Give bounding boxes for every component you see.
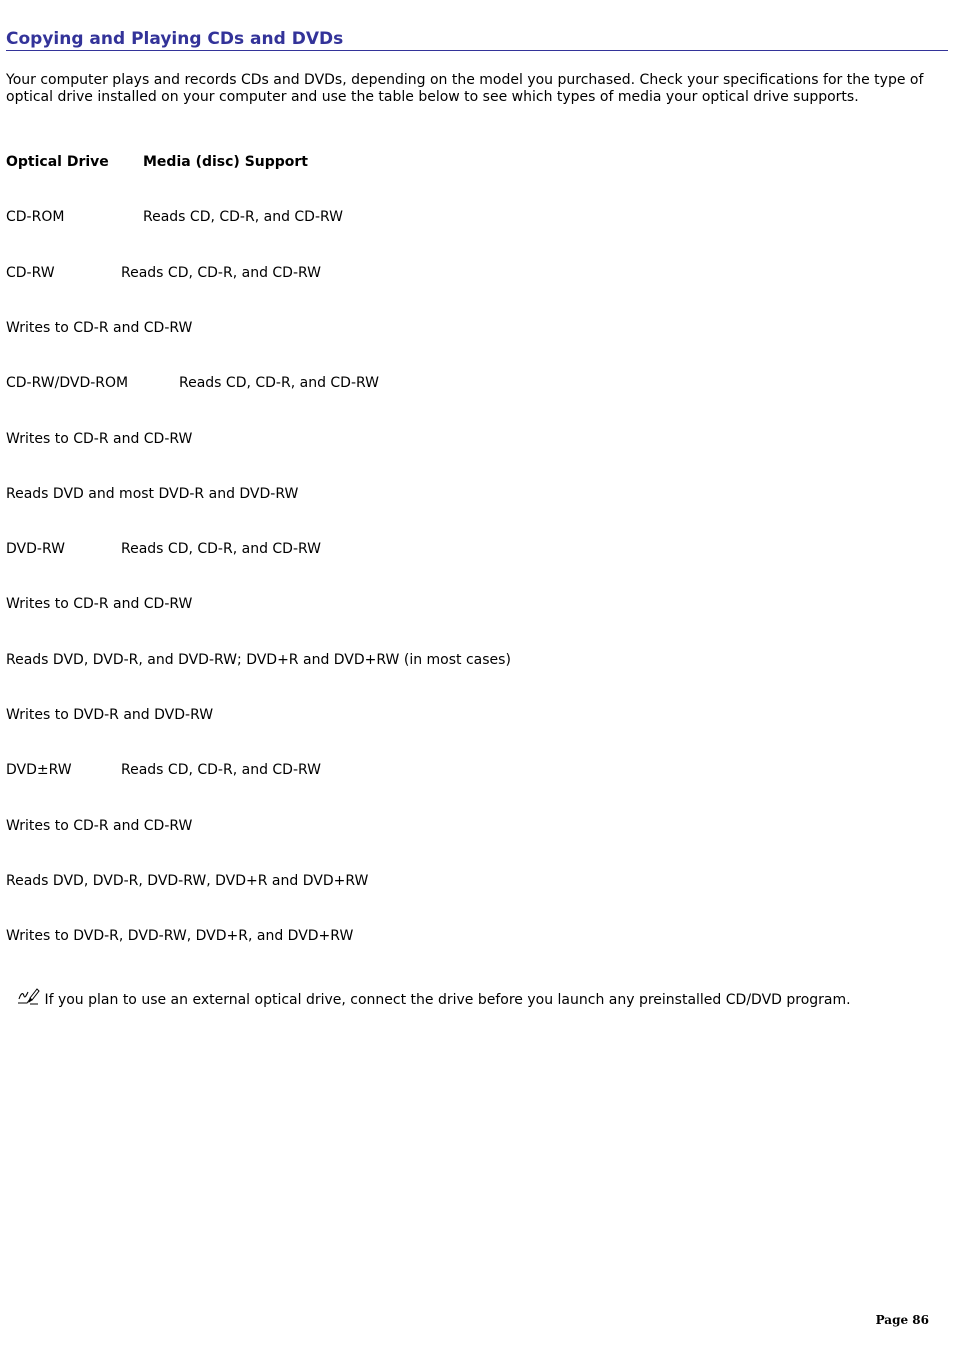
support-cell: Reads DVD, DVD-R, DVD-RW, DVD+R and DVD+RW — [6, 873, 369, 889]
note-text: If you plan to use an external optical drive, connect the drive before you launch any preinstalled CD/DVD program. — [44, 992, 851, 1008]
drive-cell: CD-RW/DVD-ROM — [6, 375, 129, 391]
table-line — [6, 541, 321, 558]
table-line — [6, 596, 192, 613]
page-title: Copying and Playing CDs and DVDs — [6, 29, 948, 51]
support-cell: Writes to CD-R and CD-RW — [6, 596, 193, 612]
drive-cell: CD-ROM — [6, 209, 65, 225]
header-optical-drive: Optical Drive — [6, 154, 109, 170]
table-line — [6, 928, 353, 945]
support-cell: Reads CD, CD-R, and CD-RW — [121, 762, 322, 778]
support-cell: Reads CD, CD-R, and CD-RW — [121, 541, 322, 557]
intro-paragraph: Your computer plays and records CDs and DVDs, depending on the model you purchased. Check your specifications for the type of optical drive installed on your computer and use the table below to see which types of media your optical drive supports. — [6, 72, 924, 105]
table-line — [6, 320, 192, 337]
table-line — [6, 652, 511, 669]
support-cell: Reads DVD, DVD-R, and DVD-RW; DVD+R and DVD+RW (in most cases) — [6, 652, 511, 668]
table-line — [6, 818, 192, 835]
support-cell: Reads CD, CD-R, and CD-RW — [179, 375, 380, 391]
table-line — [6, 707, 213, 724]
support-cell: Reads CD, CD-R, and CD-RW — [121, 265, 322, 281]
table-line — [6, 486, 298, 503]
support-cell: Writes to CD-R and CD-RW — [6, 818, 193, 834]
table-line — [6, 375, 379, 392]
table-line — [6, 873, 368, 890]
table-line — [6, 209, 343, 226]
drive-cell: CD-RW — [6, 265, 55, 281]
support-cell: Writes to CD-R and CD-RW — [6, 431, 193, 447]
note — [16, 986, 851, 1009]
table-line — [6, 762, 321, 779]
support-cell: Reads DVD and most DVD-R and DVD-RW — [6, 486, 299, 502]
note-pencil-icon — [16, 986, 40, 1006]
support-cell: Writes to DVD-R, DVD-RW, DVD+R, and DVD+RW — [6, 928, 354, 944]
table-line — [6, 265, 321, 282]
header-media-support: Media (disc) Support — [143, 154, 308, 170]
table-header-row — [6, 154, 308, 171]
table-line — [6, 431, 192, 448]
support-cell: Reads CD, CD-R, and CD-RW — [143, 209, 344, 225]
drive-cell: DVD-RW — [6, 541, 65, 557]
drive-cell: DVD±RW — [6, 762, 72, 778]
page-number: Page 86 — [875, 1313, 929, 1327]
support-cell: Writes to CD-R and CD-RW — [6, 320, 193, 336]
support-cell: Writes to DVD-R and DVD-RW — [6, 707, 214, 723]
